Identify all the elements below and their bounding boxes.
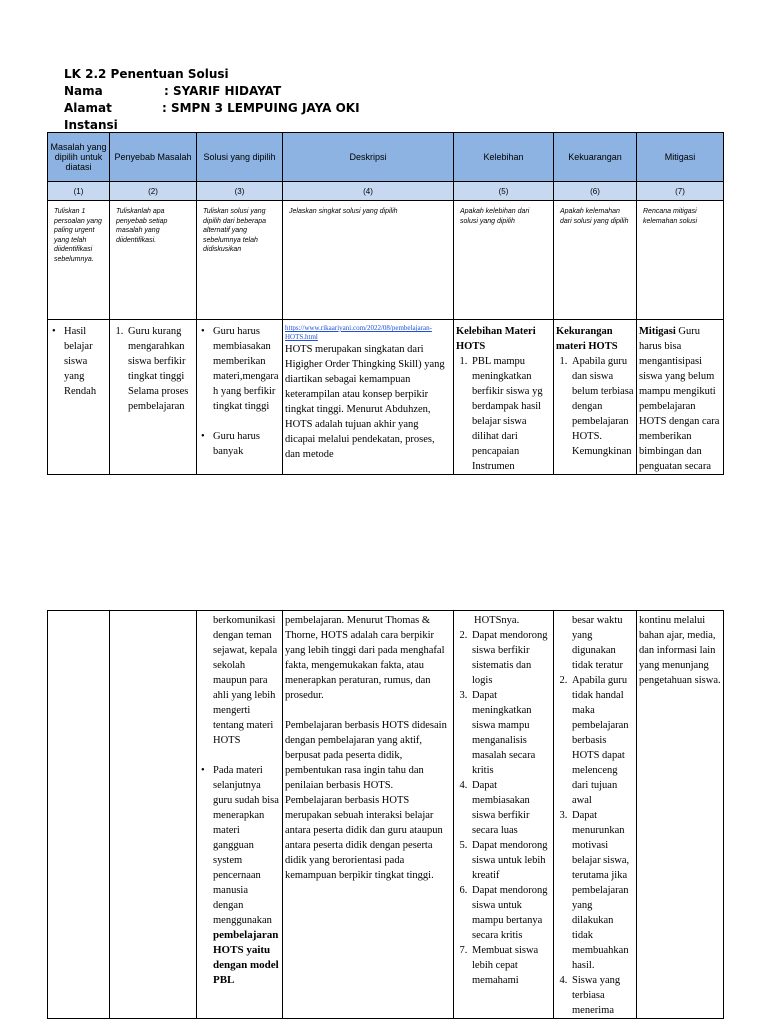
solusi-bold-text: pembelajaran HOTS yaitu dengan model PBL xyxy=(213,929,279,986)
kekurangan-continued: besar waktu yang digunakan tidak teratur xyxy=(572,615,624,671)
reference-link[interactable]: https://www.rikaariyani.com/2022/08/pembelajaran-HOTS.html xyxy=(285,324,432,341)
cell-kekurangan xyxy=(554,611,637,1019)
kelebihan-title: Kelebihan Materi HOTS xyxy=(456,326,536,352)
col-number: (7) xyxy=(637,182,724,201)
kelebihan-item: 7. Membuat siswa lebih cepat memahami xyxy=(470,943,551,988)
doc-title: LK 2.2 Penentuan Solusi xyxy=(64,67,229,81)
guide-text: Jelaskan singkat solusi yang dipilih xyxy=(283,201,454,320)
kekurangan-item: 4. Siswa yang terbiasa menerima xyxy=(570,973,634,1018)
cell-mitigasi xyxy=(637,611,724,1019)
document-header xyxy=(64,66,360,134)
cell-penyebab xyxy=(110,611,197,1019)
cell-kelebihan xyxy=(454,320,554,475)
guide-row xyxy=(48,201,724,320)
content-row-continued xyxy=(48,611,724,1019)
col-header-deskripsi: Deskripsi xyxy=(283,133,454,182)
name-label: Nama xyxy=(64,84,103,98)
kelebihan-item: 1. PBL mampu meningkatkan berfikir siswa yg berdampak hasil belajar siswa dilihat dari pencapaian Instrumen xyxy=(470,354,551,474)
col-header-kekurangan: Kekuarangan xyxy=(554,133,637,182)
number-row xyxy=(48,182,724,201)
header-row xyxy=(48,133,724,182)
mitigasi-text: Guru harus bisa mengantisipasi siswa yang belum mampu mengikuti pembelajaran HOTS dengan cara memberikan bimbingan dan penguatan secara xyxy=(639,326,720,472)
kelebihan-item: 2. Dapat mendorong siswa berfikir sistematis dan logis xyxy=(470,628,551,688)
mitigasi-continued: kontinu melalui bahan ajar, media, dan informasi lain yang menunjang pengetahuan siswa. xyxy=(639,615,721,686)
cell-deskripsi xyxy=(283,611,454,1019)
col-header-penyebab: Penyebab Masalah xyxy=(110,133,197,182)
guide-text: Tuliskanlah apa penyebab setiap masalah yang diidentifikasi. xyxy=(110,201,197,320)
institution-label: Alamat Instansi xyxy=(64,101,118,132)
guide-text: Tuliskan 1 persoalan yang paling urgent yang telah diidentifikasi sebelumnya. xyxy=(48,201,110,320)
masalah-item: • Hasil belajar siswa yang Rendah xyxy=(50,324,107,399)
penyebab-item: 1. Guru kurang mengarahkan siswa berfikir tingkat tinggi Selama proses pembelajaran xyxy=(126,324,194,414)
col-header-mitigasi: Mitigasi xyxy=(637,133,724,182)
kekurangan-item: 3. Dapat menurunkan motivasi belajar siswa, terutama jika pembelajaran yang dilakukan tidak membuahkan hasil. xyxy=(570,808,634,973)
cell-kelebihan xyxy=(454,611,554,1019)
col-header-solusi: Solusi yang dipilih xyxy=(197,133,283,182)
solution-table-page-2 xyxy=(47,610,724,1019)
cell-kekurangan xyxy=(554,320,637,475)
deskripsi-text: pembelajaran. Menurut Thomas & Thorne, HOTS adalah cara berpikir yang lebih tinggi dari pada menghafal fakta, mengemukakan fakta, atau menerapkan peraturan, rumus, dan prosedur. xyxy=(285,615,445,701)
kelebihan-item: 6. Dapat mendorong siswa untuk mampu bertanya secara kritis xyxy=(470,883,551,943)
institution-value: : SMPN 3 LEMPUING JAYA OKI xyxy=(162,101,360,115)
guide-text: Apakah kelemahan dari solusi yang dipilih xyxy=(554,201,637,320)
col-number: (2) xyxy=(110,182,197,201)
deskripsi-text: HOTS merupakan singkatan dari Higigher Order Thingking Skill) yang diartikan sebagai kemampuan keterampilan atau konsep berpikir tingkat tinggi. Menurut Abduhzen, HOTS adalah tujuan akhir yang dicapai melalui pendekatan, proses, dan metode xyxy=(285,344,445,460)
guide-text: Rencana mitigasi kelemahan solusi xyxy=(637,201,724,320)
solusi-item: • Guru harus membiasakan memberikan materi,mengara h yang berfikir tingkat tinggi xyxy=(199,324,280,414)
kelebihan-continued: HOTSnya. xyxy=(474,615,520,626)
col-number: (3) xyxy=(197,182,283,201)
col-number: (6) xyxy=(554,182,637,201)
kekurangan-title: Kekurangan materi HOTS xyxy=(556,326,618,352)
col-number: (1) xyxy=(48,182,110,201)
content-row xyxy=(48,320,724,475)
guide-text: Tuliskan solusi yang dipilih dari beberapa alternatif yang sebelumnya telah didiskusikan xyxy=(197,201,283,320)
col-number: (5) xyxy=(454,182,554,201)
cell-penyebab xyxy=(110,320,197,475)
solusi-item xyxy=(199,763,280,988)
solusi-text: Pada materi selanjutnya guru sudah bisa menerapkan materi gangguan system pencernaan manusia dengan menggunakan xyxy=(213,765,279,926)
kelebihan-item: 3. Dapat meningkatkan siswa mampu menganalisis masalah secara kritis xyxy=(470,688,551,778)
col-number: (4) xyxy=(283,182,454,201)
col-header-kelebihan: Kelebihan xyxy=(454,133,554,182)
col-header-masalah: Masalah yang dipilih untuk diatasi xyxy=(48,133,110,182)
guide-text: Apakah kelebihan dari solusi yang dipilih xyxy=(454,201,554,320)
name-value: : SYARIF HIDAYAT xyxy=(164,84,282,98)
solusi-continued: berkomunikasi dengan teman sejawat, kepala sekolah maupun para ahli yang lebih mengerti tentang materi HOTS xyxy=(213,615,278,746)
kelebihan-item: 4. Dapat membiasakan siswa berfikir secara luas xyxy=(470,778,551,838)
cell-solusi xyxy=(197,611,283,1019)
kekurangan-item: 2. Apabila guru tidak handal maka pembelajaran berbasis HOTS dapat melenceng dari tujuan awal xyxy=(570,673,634,808)
solusi-item: • Guru harus banyak xyxy=(199,429,280,459)
cell-deskripsi xyxy=(283,320,454,475)
deskripsi-text: Pembelajaran berbasis HOTS didesain dengan pembelajaran yang aktif, berpusat pada peserta didik, pembentukan rasa ingin tahu dan penilaian berbasis HOTS. Pembelajaran berbasis HOTS merupakan sebuah interaksi belajar antara peserta didik dan guru ataupun antara peserta didik dengan peserta didik yang berorientasi pada kemampuan berpikir tingkat tinggi. xyxy=(285,720,447,881)
cell-masalah xyxy=(48,611,110,1019)
cell-masalah xyxy=(48,320,110,475)
cell-mitigasi xyxy=(637,320,724,475)
mitigasi-title: Mitigasi xyxy=(639,326,676,337)
kekurangan-item: 1. Apabila guru dan siswa belum terbiasa dengan pembelajaran HOTS. Kemungkinan xyxy=(570,354,634,459)
kelebihan-item: 5. Dapat mendorong siswa untuk lebih kreatif xyxy=(470,838,551,883)
solution-table-page-1 xyxy=(47,132,724,475)
cell-solusi xyxy=(197,320,283,475)
